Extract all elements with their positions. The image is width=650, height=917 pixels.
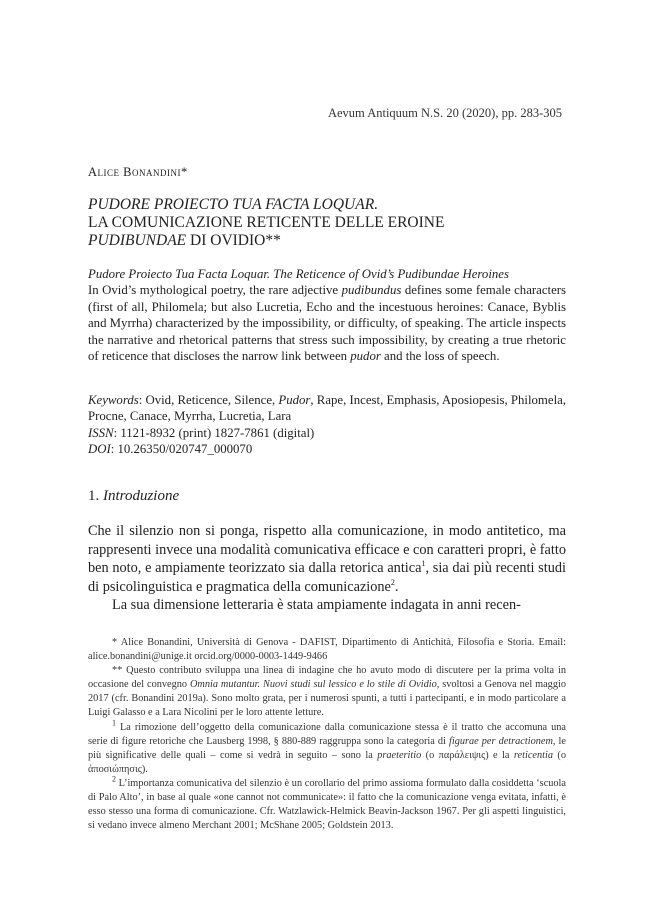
body-paragraph-2: La sua dimensione letteraria è stata ampiamente indagata in anni recen- <box>112 597 521 614</box>
title-line-3-italic: PUDIBUNDAE <box>88 232 187 249</box>
body-text <box>88 522 566 615</box>
doi <box>88 441 566 457</box>
issn <box>88 425 566 441</box>
abstract-text-part: and the loss of speech. <box>380 349 500 364</box>
footnote-text: (o παράλειψις) e la <box>421 749 514 761</box>
footnote-star: * Alice Bonandini, Università di Genova - DAFIST, Dipartimento di Antichità, Filosofia e Storia. Email: alice.bonandini@unige.it orcid.org/0000-0003-1449-9466 <box>88 637 566 663</box>
issn-label: ISSN <box>88 425 114 440</box>
title-line-3-rest: DI OVIDIO** <box>186 232 281 249</box>
abstract-term-pudibundus: pudibundus <box>341 283 402 298</box>
title-line-3 <box>88 232 568 250</box>
body-paragraph-1 <box>88 522 566 596</box>
abstract-text-part: In Ovid’s mythological poetry, the rare adjective <box>88 283 342 298</box>
abstract-term-pudor: pudor <box>350 349 381 364</box>
footnote-text: , svoltosi a Genova nel maggio 2017 (cfr. Bonandini 2019a). Sono molto grata, per i numerosi spunti, a tutti i partecipanti, e in modo particolare a Luigi Galasso e a Lara Nicolini per le loro attente letture. <box>88 679 566 719</box>
footnote-italic: reticentia <box>513 749 553 761</box>
keywords-text: , Rape, Incest, Emphasis, Aposiopesis, Philomela, Procne, Canace, Myrrha, Lucretia, Lara <box>88 393 566 424</box>
footnote-number: 2 <box>112 774 116 784</box>
footnote-number: 1 <box>112 718 116 728</box>
article-metadata <box>88 392 566 458</box>
footnote-text: (o ἀποσιώπησις). <box>88 749 567 775</box>
footnote-2 <box>88 774 566 833</box>
doi-value: : 10.26350/020747_000070 <box>110 442 253 457</box>
footnote-italic: figurae per detractionem <box>448 735 553 747</box>
footnotes <box>88 636 566 833</box>
footnote-ref-1[interactable]: 1 <box>421 559 426 569</box>
abstract-text <box>88 282 566 364</box>
section-heading <box>88 488 179 505</box>
title-line-2: LA COMUNICAZIONE RETICENTE DELLE EROINE <box>88 214 445 231</box>
footnote-ref-2[interactable]: 2 <box>390 578 395 588</box>
body-text-part: , sia dai più recenti studi di psicolinguistica e pragmatica della comunicazione <box>88 560 566 595</box>
keywords <box>88 392 566 425</box>
issn-value: : 1121-8932 (print) 1827-7861 (digital) <box>113 425 315 440</box>
author-line <box>88 165 188 180</box>
keywords-text: : Ovid, Reticence, Silence, <box>138 393 279 407</box>
keywords-term-pudor: Pudor <box>278 393 311 407</box>
abstract-title: Pudore Proiecto Tua Facta Loquar. The Reticence of Ovid’s Pudibundae Heroines <box>88 267 509 281</box>
footnote-text: , le più significative delle quali – come si vedrà in seguito – sono la <box>88 735 566 761</box>
body-text-part: Che il silenzio non si ponga, rispetto alla comunicazione, in modo antitetico, ma rappresenti invece una modalità comunicativa efficace e con caratteri propri, è fatto ben noto, e ampiamente teorizzato sia dalla retorica antica <box>88 523 566 577</box>
body-text-part: . <box>394 578 399 595</box>
journal-citation: Aevum Antiquum N.S. 20 (2020), pp. 283-305 <box>327 106 562 120</box>
section-number: 1. <box>88 488 103 504</box>
section-title: Introduzione <box>103 488 180 504</box>
abstract-text-part: defines some female characters (first of all, Philomela; but also Lucretia, Echo and the incestuous heroines: Canace, Byblis and Myrrha) characterized by the impossibility, or difficulty, of speaking. The article inspects the narrative and rhetorical patterns that stress such impossibility, by creating a true rhetoric of reticence that discloses the narrow link between <box>88 283 566 364</box>
abstract <box>88 266 566 364</box>
footnote-double-star <box>88 664 566 720</box>
author-name: Alice Bonandini <box>88 165 181 179</box>
title-line-1: PUDORE PROIECTO TUA FACTA LOQUAR. <box>88 196 379 213</box>
doi-label: DOI <box>88 442 111 457</box>
author-footnote-mark: * <box>180 165 188 179</box>
footnote-1 <box>88 718 567 777</box>
footnote-text: La rimozione dell’oggetto della comunicazione dalla comunicazione stessa è il tratto che accomuna una serie di figure retoriche che Lausberg 1998, § 880-889 raggruppa sono la categoria di <box>88 721 566 747</box>
footnote-text: L’importanza comunicativa del silenzio è un corollario del primo assioma formulato dalla cosiddetta ‘scuola di Palo Alto’, in base al quale «one cannot not communicate»: il fatto che la comunicazione venga evitata, infatti, è esso stesso una forma di comunicazione. Cfr. Watzlawick-Helmick Beavin-Jackson 1967. Per gli aspetti linguistici, si vedano invece almeno Merchant 2001; McShane 2005; Goldstein 2013. <box>88 777 566 832</box>
footnote-text: ** Questo contributo sviluppa una linea di indagine che ho avuto modo di discutere per la prima volta in occasione del convegno <box>88 665 566 691</box>
article-title <box>88 196 568 250</box>
footnote-italic: praeteritio <box>377 749 422 761</box>
keywords-label: Keywords <box>88 393 139 407</box>
footnote-italic: Omnia mutantur. Nuovi studi sul lessico e lo stile di Ovidio <box>189 679 437 691</box>
